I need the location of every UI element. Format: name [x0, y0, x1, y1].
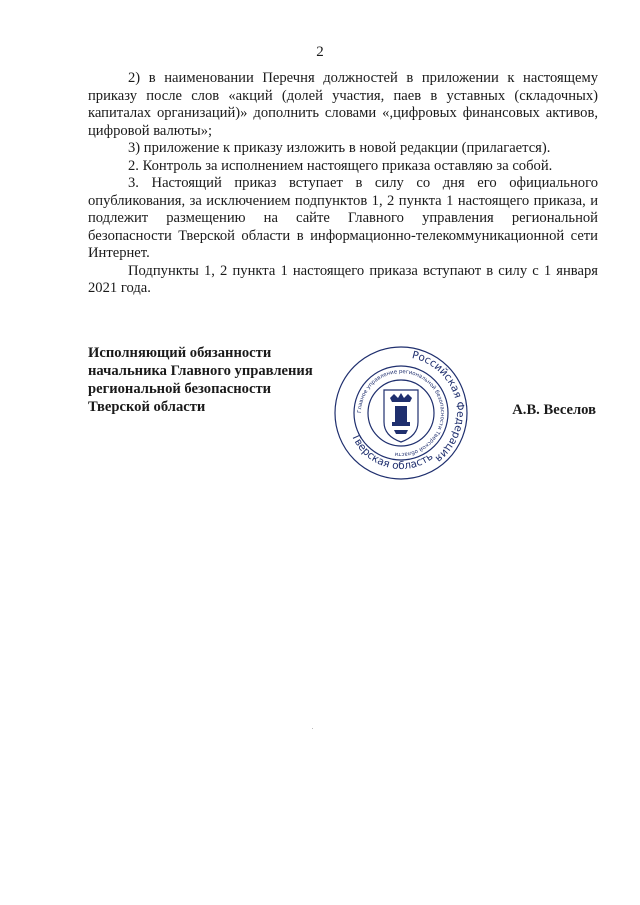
position-line: региональной безопасности — [88, 381, 272, 397]
paragraph-item-2: 2. Контроль за исполнением настоящего приказа оставляю за собой. — [128, 157, 553, 174]
position-line: начальника Главного управления — [88, 363, 313, 379]
seal-outer-text: Российская Федерация — [410, 349, 467, 465]
coat-of-arms-icon — [384, 390, 418, 442]
signer-name: А.В. Веселов — [512, 402, 596, 418]
paragraph-item-3: 3. Настоящий приказ вступает в силу со дня его официального опубликования, за исключением подпунктов 1, 2 пункта 1 настоящего приказа, и подлежит размещению на сайте Главного управления региональной безопасности Тверской области в информационно-телекоммуникационной сети Интернет. — [88, 175, 598, 261]
signatory-position — [88, 344, 338, 416]
seal-bottom-text: Тверская область — [348, 431, 436, 473]
paragraph-effective-date: Подпункты 1, 2 пункта 1 настоящего приказа вступают в силу с 1 января 2021 года. — [88, 262, 598, 296]
page-number: 2 — [316, 44, 324, 60]
official-seal — [332, 344, 470, 482]
paragraph-subitem-2: 2) в наименовании Перечня должностей в приложении к настоящему приказу после слов «акций (долей участия, паев в уставных (складочных) капиталах организаций)» дополнить словами «,цифровых финансовых активов, цифровой валюты»; — [88, 70, 598, 139]
scan-dot — [312, 728, 313, 729]
seal-inner-text: Главное управление региональной безопасности Тверской области — [356, 368, 446, 458]
position-line: Тверской области — [88, 399, 206, 415]
position-line: Исполняющий обязанности — [88, 345, 272, 361]
document-body — [88, 70, 598, 298]
paragraph-subitem-3: 3) приложение к приказу изложить в новой редакции (прилагается). — [128, 140, 551, 156]
